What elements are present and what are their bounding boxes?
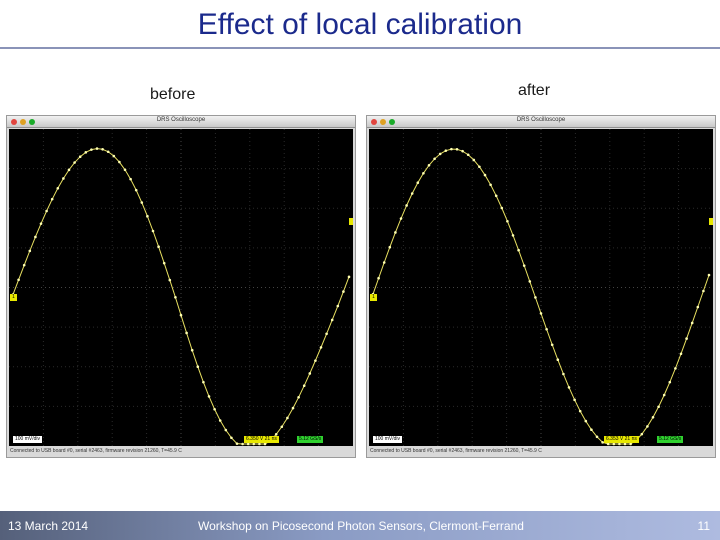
waveform-sample-point bbox=[568, 386, 571, 389]
scope-display-before[interactable] bbox=[9, 129, 353, 446]
channel-marker-icon[interactable]: 1 bbox=[370, 294, 377, 301]
footer-date: 13 March 2014 bbox=[8, 519, 89, 533]
waveform-sample-point bbox=[230, 436, 233, 439]
waveform-sample-point bbox=[613, 443, 616, 446]
waveform-sample-point bbox=[113, 155, 116, 158]
vertical-scale-label: 100 mV/div bbox=[375, 436, 401, 442]
waveform-sample-point bbox=[96, 147, 99, 150]
waveform-sample-point bbox=[590, 428, 593, 431]
status-line: Connected to USB board #0, serial #2463, firmware revision 21260, T=45.9 C bbox=[10, 448, 182, 454]
waveform-sample-point bbox=[157, 245, 160, 248]
waveform-sample-point bbox=[523, 264, 526, 267]
status-line: Connected to USB board #0, serial #2463, firmware revision 21260, T=45.9 C bbox=[370, 448, 542, 454]
waveform-sample-point bbox=[247, 443, 250, 446]
waveform-sample-point bbox=[663, 394, 666, 397]
waveform-plot-after bbox=[369, 129, 713, 446]
sample-rate-badge: 5.12 GS/s bbox=[659, 436, 682, 442]
trigger-level-icon[interactable] bbox=[709, 218, 713, 225]
channel-marker-icon[interactable]: 1 bbox=[10, 294, 17, 301]
waveform-sample-point bbox=[57, 187, 60, 190]
waveform-sample-point bbox=[377, 277, 380, 280]
waveform-sample-point bbox=[691, 322, 694, 325]
waveform-plot-before bbox=[9, 129, 353, 446]
waveform-sample-point bbox=[512, 234, 515, 237]
cursor-measurement: 6.353 V 21 ns bbox=[606, 436, 637, 442]
waveform-sample-point bbox=[573, 399, 576, 402]
waveform-sample-point bbox=[394, 231, 397, 234]
waveform-sample-point bbox=[174, 296, 177, 299]
waveform-sample-point bbox=[152, 230, 155, 233]
waveform-sample-point bbox=[241, 443, 244, 446]
waveform-sample-point bbox=[540, 312, 543, 315]
waveform-sample-point bbox=[124, 168, 127, 171]
waveform-sample-point bbox=[607, 443, 610, 446]
waveform-sample-point bbox=[685, 337, 688, 340]
waveform-sample-point bbox=[253, 443, 256, 446]
waveform-sample-point bbox=[657, 405, 660, 408]
waveform-sample-point bbox=[297, 396, 300, 399]
waveform-sample-point bbox=[629, 443, 632, 446]
waveform-sample-point bbox=[624, 443, 627, 446]
waveform-sample-point bbox=[185, 332, 188, 335]
waveform-sample-point bbox=[68, 169, 71, 172]
waveform-sample-point bbox=[219, 419, 222, 422]
waveform-sample-point bbox=[202, 381, 205, 384]
waveform-sample-point bbox=[674, 367, 677, 370]
waveform-sample-point bbox=[325, 332, 328, 335]
waveform-sample-point bbox=[292, 407, 295, 410]
waveform-sample-point bbox=[79, 155, 82, 158]
waveform-sample-point bbox=[456, 148, 459, 151]
waveform-sample-point bbox=[135, 189, 138, 192]
waveform-sample-point bbox=[264, 443, 267, 446]
waveform-sample-point bbox=[40, 222, 43, 225]
waveform-sample-point bbox=[545, 328, 548, 331]
waveform-sample-point bbox=[208, 395, 211, 398]
waveform-sample-point bbox=[85, 151, 88, 154]
waveform-sample-point bbox=[506, 220, 509, 223]
waveform-sample-point bbox=[450, 148, 453, 151]
sample-rate-badge: 5.12 GS/s bbox=[299, 436, 322, 442]
waveform-sample-point bbox=[286, 417, 289, 420]
waveform-trace bbox=[13, 149, 349, 444]
waveform-sample-point bbox=[579, 410, 582, 413]
waveform-sample-point bbox=[236, 442, 239, 445]
waveform-sample-point bbox=[309, 372, 312, 375]
waveform-sample-point bbox=[473, 159, 476, 162]
waveform-sample-point bbox=[641, 433, 644, 436]
waveform-sample-point bbox=[23, 264, 26, 267]
waveform-sample-point bbox=[439, 153, 442, 156]
title-divider bbox=[0, 47, 720, 49]
waveform-sample-point bbox=[180, 314, 183, 317]
waveform-sample-point bbox=[129, 178, 132, 181]
waveform-sample-point bbox=[618, 443, 621, 446]
waveform-sample-point bbox=[62, 177, 65, 180]
waveform-sample-point bbox=[389, 246, 392, 249]
oscilloscope-window-after bbox=[366, 115, 716, 458]
waveform-sample-point bbox=[411, 192, 414, 195]
waveform-sample-point bbox=[337, 305, 340, 308]
waveform-sample-point bbox=[680, 353, 683, 356]
waveform-sample-point bbox=[478, 165, 481, 168]
waveform-sample-point bbox=[45, 210, 48, 213]
waveform-sample-point bbox=[484, 174, 487, 177]
waveform-sample-point bbox=[551, 343, 554, 346]
footer-bar bbox=[0, 511, 720, 540]
waveform-sample-point bbox=[314, 359, 317, 362]
waveform-sample-point bbox=[495, 195, 498, 198]
page-number: 11 bbox=[697, 519, 710, 533]
waveform-sample-point bbox=[422, 172, 425, 175]
waveform-sample-point bbox=[163, 262, 166, 265]
slide-title: Effect of local calibration bbox=[197, 8, 523, 41]
waveform-sample-point bbox=[596, 436, 599, 439]
waveform-sample-point bbox=[652, 416, 655, 419]
waveform-sample-point bbox=[697, 306, 700, 309]
waveform-sample-point bbox=[73, 161, 76, 164]
waveform-sample-point bbox=[342, 290, 345, 293]
window-titlebar bbox=[367, 116, 715, 128]
waveform-sample-point bbox=[405, 204, 408, 207]
waveform-sample-point bbox=[29, 250, 32, 253]
waveform-sample-point bbox=[191, 349, 194, 352]
waveform-sample-point bbox=[529, 280, 532, 283]
waveform-sample-point bbox=[197, 365, 200, 368]
waveform-sample-point bbox=[557, 358, 560, 361]
waveform-sample-point bbox=[417, 181, 420, 184]
waveform-sample-point bbox=[585, 420, 588, 423]
waveform-sample-point bbox=[281, 425, 284, 428]
waveform-sample-point bbox=[708, 274, 711, 277]
waveform-sample-point bbox=[118, 161, 121, 164]
waveform-sample-point bbox=[400, 217, 403, 220]
waveform-sample-point bbox=[702, 290, 705, 293]
scope-display-after[interactable] bbox=[369, 129, 713, 446]
cursor-measurement: 6.350 V 21 ns bbox=[246, 436, 277, 442]
waveform-sample-point bbox=[141, 201, 144, 204]
waveform-sample-point bbox=[146, 215, 149, 218]
waveform-sample-point bbox=[669, 381, 672, 384]
trigger-level-icon[interactable] bbox=[349, 218, 353, 225]
waveform-sample-point bbox=[467, 153, 470, 156]
waveform-sample-point bbox=[433, 157, 436, 160]
waveform-sample-point bbox=[445, 149, 448, 152]
waveform-sample-point bbox=[517, 249, 520, 252]
waveform-sample-point bbox=[17, 278, 20, 281]
waveform-sample-point bbox=[646, 425, 649, 428]
waveform-sample-point bbox=[107, 150, 110, 153]
waveform-sample-point bbox=[169, 279, 172, 282]
waveform-sample-point bbox=[461, 150, 464, 153]
window-title: DRS Oscilloscope bbox=[156, 117, 206, 123]
waveform-sample-point bbox=[534, 296, 537, 299]
waveform-sample-point bbox=[101, 148, 104, 151]
footer-event: Workshop on Picosecond Photon Sensors, Clermont-Ferrand bbox=[198, 519, 524, 533]
waveform-sample-point bbox=[213, 408, 216, 411]
waveform-sample-point bbox=[320, 346, 323, 349]
window-title: DRS Oscilloscope bbox=[516, 117, 566, 123]
waveform-sample-point bbox=[331, 319, 334, 322]
waveform-sample-point bbox=[258, 443, 261, 446]
window-titlebar bbox=[7, 116, 355, 128]
waveform-sample-point bbox=[90, 148, 93, 151]
waveform-sample-point bbox=[225, 429, 228, 432]
caption-after: after bbox=[518, 82, 551, 99]
waveform-sample-point bbox=[383, 261, 386, 264]
vertical-scale-label: 100 mV/div bbox=[15, 436, 41, 442]
caption-before: before bbox=[150, 86, 196, 103]
waveform-sample-point bbox=[562, 373, 565, 376]
waveform-sample-point bbox=[348, 276, 351, 279]
waveform-sample-point bbox=[428, 164, 431, 167]
waveform-sample-point bbox=[501, 207, 504, 210]
waveform-sample-point bbox=[303, 384, 306, 387]
waveform-sample-point bbox=[51, 198, 54, 201]
oscilloscope-window-before bbox=[6, 115, 356, 458]
waveform-sample-point bbox=[34, 236, 37, 239]
waveform-sample-point bbox=[489, 183, 492, 186]
